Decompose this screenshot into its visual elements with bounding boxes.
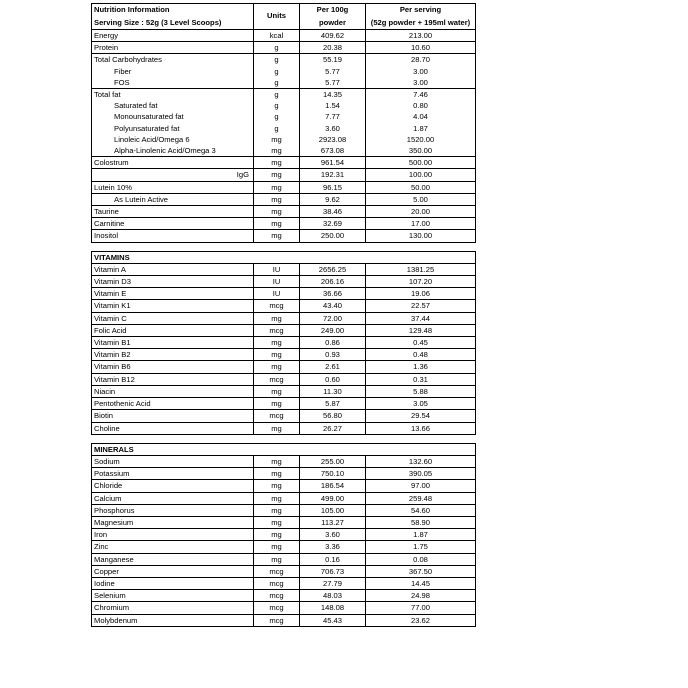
value-per-100g: 11.30 xyxy=(300,385,366,397)
value-per-100g: 105.00 xyxy=(300,504,366,516)
value-per-100g: 148.08 xyxy=(300,602,366,614)
nutrient-unit: mg xyxy=(254,553,300,565)
value-per-100g: 36.66 xyxy=(300,288,366,300)
nutrient-unit: mg xyxy=(254,504,300,516)
nutrient-name: Selenium xyxy=(92,590,254,602)
value-per-100g: 43.40 xyxy=(300,300,366,312)
value-per-100g: 961.54 xyxy=(300,157,366,169)
table-row xyxy=(92,480,476,492)
value-per-100g: 249.00 xyxy=(300,324,366,336)
table-row xyxy=(92,373,476,385)
value-per-serving: 0.48 xyxy=(366,349,476,361)
value-per-serving: 1520.00 xyxy=(366,134,476,145)
value-per-serving: 1.36 xyxy=(366,361,476,373)
value-per-serving: 0.80 xyxy=(366,100,476,111)
value-per-100g: 1.54 xyxy=(300,100,366,111)
nutrient-name: As Lutein Active xyxy=(92,193,254,205)
value-per-serving: 1381.25 xyxy=(366,263,476,275)
nutrient-name: Manganese xyxy=(92,553,254,565)
table-row xyxy=(92,324,476,336)
table-row xyxy=(92,349,476,361)
nutrient-unit: IU xyxy=(254,276,300,288)
nutrient-unit: mg xyxy=(254,337,300,349)
table-row xyxy=(92,312,476,324)
nutrient-name: Inositol xyxy=(92,230,254,242)
nutrient-name: Alpha-Linolenic Acid/Omega 3 xyxy=(92,145,254,157)
nutrient-unit: kcal xyxy=(254,30,300,42)
nutrient-name: Niacin xyxy=(92,385,254,397)
table-row xyxy=(92,206,476,218)
nutrient-name: Molybdenum xyxy=(92,614,254,626)
nutrient-unit: mg xyxy=(254,468,300,480)
value-per-serving: 7.46 xyxy=(366,89,476,101)
value-per-serving: 1.75 xyxy=(366,541,476,553)
table-row xyxy=(92,300,476,312)
value-per-serving: 259.48 xyxy=(366,492,476,504)
value-per-serving: 1.87 xyxy=(366,529,476,541)
value-per-100g: 7.77 xyxy=(300,111,366,122)
nutrient-unit: mg xyxy=(254,349,300,361)
table-row xyxy=(92,541,476,553)
value-per-100g: 55.19 xyxy=(300,54,366,66)
nutrient-unit: mcg xyxy=(254,324,300,336)
nutrient-unit: IU xyxy=(254,288,300,300)
value-per-100g: 206.16 xyxy=(300,276,366,288)
value-per-serving: 0.31 xyxy=(366,373,476,385)
table-row xyxy=(92,193,476,205)
table-header-row xyxy=(92,4,476,30)
nutrient-unit: mcg xyxy=(254,577,300,589)
serving-size-label: Serving Size : 52g (3 Level Scoops) xyxy=(94,17,222,27)
value-per-serving: 77.00 xyxy=(366,602,476,614)
nutrient-name: Copper xyxy=(92,565,254,577)
value-per-100g: 113.27 xyxy=(300,516,366,528)
table-row xyxy=(92,77,476,89)
nutrient-name: Energy xyxy=(92,30,254,42)
nutrient-unit: g xyxy=(254,89,300,101)
value-per-serving: 0.45 xyxy=(366,337,476,349)
nutrient-unit: mg xyxy=(254,193,300,205)
nutrient-unit: mg xyxy=(254,492,300,504)
value-per-serving: 20.00 xyxy=(366,206,476,218)
nutrient-unit: g xyxy=(254,42,300,54)
table-row xyxy=(92,230,476,242)
header-units: Units xyxy=(254,4,300,30)
value-per-serving: 213.00 xyxy=(366,30,476,42)
nutrient-unit: mg xyxy=(254,529,300,541)
table-row xyxy=(92,553,476,565)
nutrient-unit: g xyxy=(254,66,300,77)
value-per-100g: 3.60 xyxy=(300,123,366,134)
nutrient-unit: mg xyxy=(254,398,300,410)
nutrient-name: Phosphorus xyxy=(92,504,254,516)
nutrient-unit: mcg xyxy=(254,373,300,385)
vitamins-section-title-row xyxy=(92,251,476,263)
value-per-100g: 38.46 xyxy=(300,206,366,218)
value-per-serving: 350.00 xyxy=(366,145,476,157)
table-row xyxy=(92,218,476,230)
value-per-serving: 129.48 xyxy=(366,324,476,336)
table-row xyxy=(92,288,476,300)
value-per-serving: 29.54 xyxy=(366,410,476,422)
value-per-100g: 56.80 xyxy=(300,410,366,422)
value-per-100g: 186.54 xyxy=(300,480,366,492)
header-per-serving xyxy=(366,4,476,30)
value-per-serving: 5.88 xyxy=(366,385,476,397)
header-per-100g-line2: powder xyxy=(318,17,346,27)
nutrient-unit: mcg xyxy=(254,300,300,312)
value-per-100g: 5.77 xyxy=(300,66,366,77)
header-per-serving-line1: Per serving xyxy=(399,5,442,14)
nutrient-name: Protein xyxy=(92,42,254,54)
nutrient-name: Zinc xyxy=(92,541,254,553)
table-row xyxy=(92,422,476,434)
nutrient-name: Total fat xyxy=(92,89,254,101)
header-per-100g xyxy=(300,4,366,30)
value-per-serving: 3.00 xyxy=(366,66,476,77)
value-per-100g: 750.10 xyxy=(300,468,366,480)
nutrient-name: Carnitine xyxy=(92,218,254,230)
nutrient-name: Saturated fat xyxy=(92,100,254,111)
value-per-100g: 9.62 xyxy=(300,193,366,205)
nutrient-unit: mg xyxy=(254,312,300,324)
value-per-serving: 367.50 xyxy=(366,565,476,577)
nutrient-unit: mg xyxy=(254,145,300,157)
table-row xyxy=(92,398,476,410)
table-row xyxy=(92,361,476,373)
nutrient-name: Lutein 10% xyxy=(92,181,254,193)
nutrient-name: Potassium xyxy=(92,468,254,480)
value-per-100g: 192.31 xyxy=(300,169,366,181)
value-per-serving: 22.57 xyxy=(366,300,476,312)
nutrient-name: Magnesium xyxy=(92,516,254,528)
minerals-section-title: MINERALS xyxy=(92,443,476,455)
nutrient-name: Fiber xyxy=(92,66,254,77)
value-per-100g: 96.15 xyxy=(300,181,366,193)
value-per-serving: 10.60 xyxy=(366,42,476,54)
value-per-100g: 409.62 xyxy=(300,30,366,42)
nutrient-unit: mg xyxy=(254,385,300,397)
nutrient-unit: mcg xyxy=(254,590,300,602)
nutrient-unit: mg xyxy=(254,230,300,242)
table-row xyxy=(92,54,476,66)
nutrient-name: Vitamin D3 xyxy=(92,276,254,288)
nutrient-name: Choline xyxy=(92,422,254,434)
nutrient-unit: mg xyxy=(254,169,300,181)
value-per-serving: 4.04 xyxy=(366,111,476,122)
nutrient-unit: mg xyxy=(254,157,300,169)
value-per-100g: 706.73 xyxy=(300,565,366,577)
nutrient-unit: mcg xyxy=(254,614,300,626)
nutrient-unit: mg xyxy=(254,516,300,528)
value-per-100g: 72.00 xyxy=(300,312,366,324)
value-per-serving: 37.44 xyxy=(366,312,476,324)
value-per-serving: 390.05 xyxy=(366,468,476,480)
value-per-serving: 0.08 xyxy=(366,553,476,565)
value-per-100g: 32.69 xyxy=(300,218,366,230)
value-per-serving: 13.66 xyxy=(366,422,476,434)
nutrient-unit: mg xyxy=(254,218,300,230)
value-per-100g: 0.60 xyxy=(300,373,366,385)
value-per-serving: 3.05 xyxy=(366,398,476,410)
nutrient-name: Vitamin B6 xyxy=(92,361,254,373)
nutrient-unit: g xyxy=(254,77,300,89)
nutrient-name: Calcium xyxy=(92,492,254,504)
nutrient-name: IgG xyxy=(92,169,254,181)
value-per-serving: 23.62 xyxy=(366,614,476,626)
value-per-100g: 0.86 xyxy=(300,337,366,349)
value-per-serving: 50.00 xyxy=(366,181,476,193)
nutrient-unit: mg xyxy=(254,206,300,218)
value-per-100g: 26.27 xyxy=(300,422,366,434)
value-per-serving: 28.70 xyxy=(366,54,476,66)
table-row xyxy=(92,455,476,467)
table-row xyxy=(92,66,476,77)
nutrient-name: Taurine xyxy=(92,206,254,218)
nutrient-name: Chromium xyxy=(92,602,254,614)
nutrient-unit: g xyxy=(254,111,300,122)
nutrient-name: Vitamin A xyxy=(92,263,254,275)
table-row xyxy=(92,492,476,504)
table-row xyxy=(92,410,476,422)
value-per-100g: 0.16 xyxy=(300,553,366,565)
nutrient-name: Colostrum xyxy=(92,157,254,169)
value-per-100g: 2.61 xyxy=(300,361,366,373)
table-row xyxy=(92,42,476,54)
value-per-serving: 17.00 xyxy=(366,218,476,230)
value-per-serving: 54.60 xyxy=(366,504,476,516)
table-row xyxy=(92,614,476,626)
table-row xyxy=(92,123,476,134)
table-row xyxy=(92,590,476,602)
value-per-100g: 0.93 xyxy=(300,349,366,361)
value-per-serving: 14.45 xyxy=(366,577,476,589)
value-per-serving: 130.00 xyxy=(366,230,476,242)
nutrient-unit: g xyxy=(254,54,300,66)
value-per-100g: 27.79 xyxy=(300,577,366,589)
nutrient-unit: mg xyxy=(254,422,300,434)
table-row xyxy=(92,516,476,528)
nutrient-name: Vitamin B12 xyxy=(92,373,254,385)
nutrition-information-sheet xyxy=(91,3,475,627)
table-row xyxy=(92,565,476,577)
table-row xyxy=(92,169,476,181)
nutrient-name: Vitamin B2 xyxy=(92,349,254,361)
section-spacer-cell xyxy=(92,242,476,251)
value-per-100g: 2656.25 xyxy=(300,263,366,275)
minerals-section-title-row xyxy=(92,443,476,455)
value-per-serving: 97.00 xyxy=(366,480,476,492)
table-row xyxy=(92,111,476,122)
nutrient-unit: g xyxy=(254,100,300,111)
nutrient-unit: mg xyxy=(254,455,300,467)
value-per-100g: 499.00 xyxy=(300,492,366,504)
nutrient-unit: mg xyxy=(254,480,300,492)
table-row xyxy=(92,385,476,397)
table-row xyxy=(92,181,476,193)
header-per-serving-line2: (52g powder + 195ml water) xyxy=(370,17,471,27)
table-row xyxy=(92,157,476,169)
table-row xyxy=(92,263,476,275)
table-row xyxy=(92,276,476,288)
nutrient-name: Folic Acid xyxy=(92,324,254,336)
value-per-100g: 3.60 xyxy=(300,529,366,541)
nutrient-unit: mcg xyxy=(254,410,300,422)
section-spacer-cell xyxy=(92,434,476,443)
value-per-serving: 500.00 xyxy=(366,157,476,169)
nutrient-unit: g xyxy=(254,123,300,134)
nutrient-name: Iodine xyxy=(92,577,254,589)
section-spacer xyxy=(92,242,476,251)
nutrient-unit: mg xyxy=(254,134,300,145)
table-row xyxy=(92,337,476,349)
value-per-100g: 14.35 xyxy=(300,89,366,101)
nutrient-name: Vitamin E xyxy=(92,288,254,300)
nutrient-name: Vitamin C xyxy=(92,312,254,324)
section-spacer xyxy=(92,434,476,443)
table-row xyxy=(92,100,476,111)
table-row xyxy=(92,468,476,480)
value-per-serving: 5.00 xyxy=(366,193,476,205)
value-per-serving: 19.06 xyxy=(366,288,476,300)
nutrient-name: Vitamin B1 xyxy=(92,337,254,349)
nutrient-unit: mg xyxy=(254,541,300,553)
nutrition-table xyxy=(91,3,476,627)
table-row xyxy=(92,504,476,516)
value-per-serving: 100.00 xyxy=(366,169,476,181)
nutrient-name: Chloride xyxy=(92,480,254,492)
nutrient-unit: IU xyxy=(254,263,300,275)
value-per-100g: 48.03 xyxy=(300,590,366,602)
table-row xyxy=(92,30,476,42)
value-per-100g: 45.43 xyxy=(300,614,366,626)
table-row xyxy=(92,529,476,541)
value-per-100g: 255.00 xyxy=(300,455,366,467)
nutrient-name: Vitamin K1 xyxy=(92,300,254,312)
nutrient-name: Total Carbohydrates xyxy=(92,54,254,66)
nutrient-name: Pentothenic Acid xyxy=(92,398,254,410)
value-per-serving: 58.90 xyxy=(366,516,476,528)
nutrient-name: Iron xyxy=(92,529,254,541)
value-per-100g: 5.77 xyxy=(300,77,366,89)
table-title: Nutrition Information xyxy=(94,5,170,14)
nutrient-unit: mcg xyxy=(254,602,300,614)
value-per-serving: 1.87 xyxy=(366,123,476,134)
nutrient-unit: mg xyxy=(254,181,300,193)
table-row xyxy=(92,145,476,157)
value-per-100g: 20.38 xyxy=(300,42,366,54)
header-title-cell xyxy=(92,4,254,30)
value-per-100g: 5.87 xyxy=(300,398,366,410)
nutrient-unit: mcg xyxy=(254,565,300,577)
value-per-serving: 3.00 xyxy=(366,77,476,89)
value-per-serving: 107.20 xyxy=(366,276,476,288)
vitamins-section-title: VITAMINS xyxy=(92,251,476,263)
table-row xyxy=(92,577,476,589)
table-row xyxy=(92,602,476,614)
table-row xyxy=(92,89,476,101)
nutrient-unit: mg xyxy=(254,361,300,373)
nutrient-name: Biotin xyxy=(92,410,254,422)
value-per-100g: 3.36 xyxy=(300,541,366,553)
nutrient-name: Polyunsaturated fat xyxy=(92,123,254,134)
nutrient-name: FOS xyxy=(92,77,254,89)
header-per-100g-line1: Per 100g xyxy=(316,5,349,14)
value-per-100g: 2923.08 xyxy=(300,134,366,145)
value-per-100g: 673.08 xyxy=(300,145,366,157)
nutrient-name: Monounsaturated fat xyxy=(92,111,254,122)
table-row xyxy=(92,134,476,145)
value-per-100g: 250.00 xyxy=(300,230,366,242)
value-per-serving: 24.98 xyxy=(366,590,476,602)
nutrient-name: Sodium xyxy=(92,455,254,467)
value-per-serving: 132.60 xyxy=(366,455,476,467)
nutrient-name: Linoleic Acid/Omega 6 xyxy=(92,134,254,145)
